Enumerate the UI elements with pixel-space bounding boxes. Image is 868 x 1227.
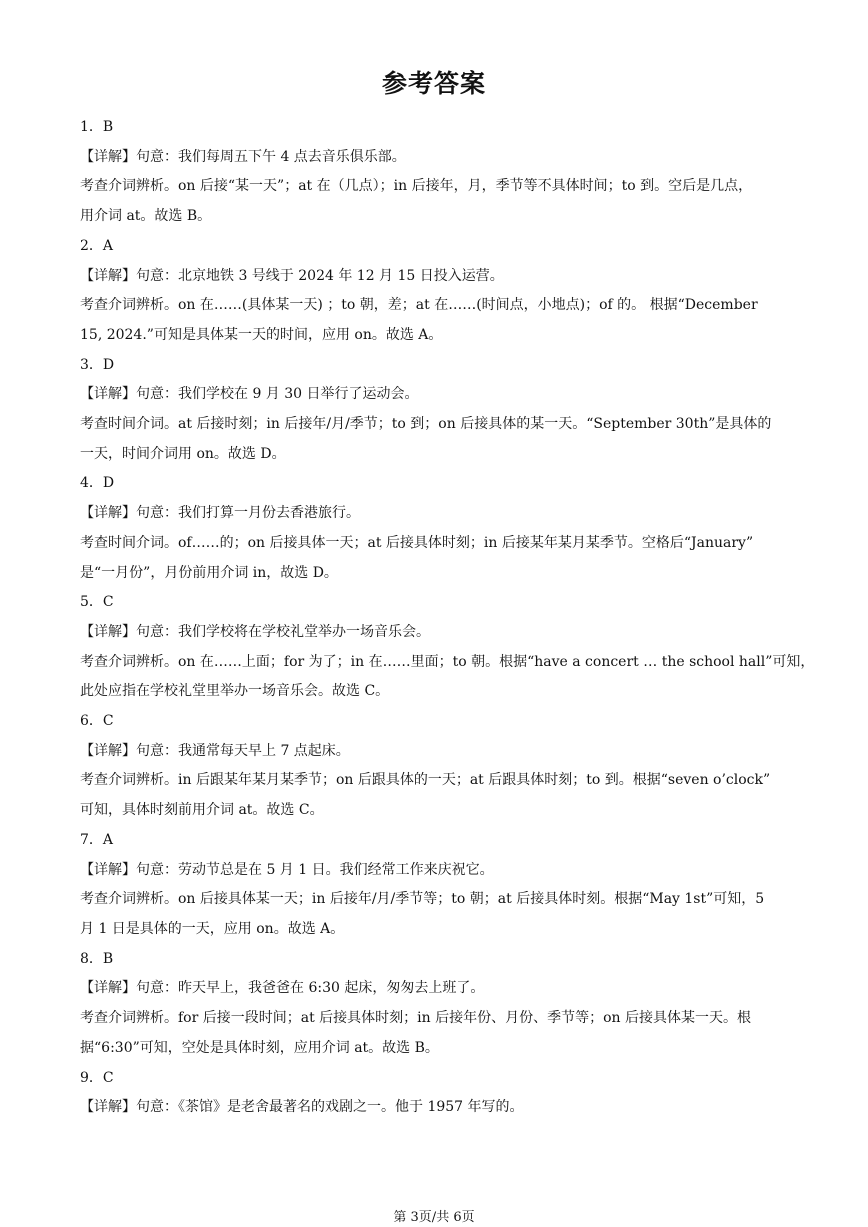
answer-number: 6．C <box>80 713 114 730</box>
answer-number: 3．D <box>80 356 115 373</box>
answer-number: 9．C <box>80 1069 114 1086</box>
explanation-analysis: 15, 2024.”可知是具体某一天的时间，应用 on。故选 A。 <box>80 326 443 343</box>
explanation-meaning: 【详解】句意：我们打算一月份去香港旅行。 <box>80 505 360 522</box>
explanation-analysis: 考查介词辨析。on 在……(具体某一天) ；to 朝，差；at 在……(时间点，小地点)；of 的。 根据“December <box>80 297 758 314</box>
explanation-meaning: 【详解】句意：我们学校将在学校礼堂举办一场音乐会。 <box>80 623 430 640</box>
answer-number: 5．C <box>80 594 114 611</box>
answer-number: 1．B <box>80 119 114 135</box>
explanation-meaning: 【详解】句意：《茶馆》是老舍最著名的戏剧之一。他于 1957 年写的。 <box>80 1099 524 1116</box>
explanation-meaning: 【详解】句意：北京地铁 3 号线于 2024 年 12 月 15 日投入运营。 <box>80 267 504 284</box>
answer-list <box>80 113 815 1123</box>
explanation-meaning: 【详解】句意：我们学校在 9 月 30 日举行了运动会。 <box>80 386 419 403</box>
explanation-analysis: 考查介词辨析。in 后跟某年某月某季节；on 后跟具体的一天；at 后跟具体时刻；to 到。根据“seven o’clock” <box>80 772 771 789</box>
explanation-analysis: 是“一月份”，月份前用介词 in，故选 D。 <box>80 564 338 581</box>
explanation-analysis: 考查介词辨析。on 在……上面；for 为了；in 在……里面；to 朝。根据“have a concert … the school hall”可知， <box>80 653 815 670</box>
explanation-analysis: 考查时间介词。of……的；on 后接具体一天；at 后接具体时刻；in 后接某年某月某季节。空格后“January” <box>80 534 754 551</box>
explanation-analysis: 此处应指在学校礼堂里举办一场音乐会。故选 C。 <box>80 683 390 700</box>
explanation-meaning: 【详解】句意：劳动节总是在 5 月 1 日。我们经常工作来庆祝它。 <box>80 861 494 878</box>
explanation-meaning: 【详解】句意：我通常每天早上 7 点起床。 <box>80 742 350 759</box>
explanation-analysis: 月 1 日是具体的一天，应用 on。故选 A。 <box>80 920 345 937</box>
explanation-analysis: 一天，时间介词用 on。故选 D。 <box>80 445 286 462</box>
explanation-meaning: 【详解】句意：我们每周五下午 4 点去音乐俱乐部。 <box>80 148 406 165</box>
explanation-analysis: 可知，具体时刻前用介词 at。故选 C。 <box>80 802 324 819</box>
explanation-analysis: 用介词 at。故选 B。 <box>80 208 212 225</box>
explanation-analysis: 考查介词辨析。on 后接“某一天”；at 在（几点）；in 后接年，月，季节等不具体时间；to 到。空后是几点， <box>80 178 753 195</box>
page-title: 参考答案 <box>381 69 486 98</box>
page-footer: 第 3页/共 6页 <box>393 1210 475 1225</box>
answer-number: 8．B <box>80 950 114 967</box>
explanation-analysis: 据“6:30”可知，空处是具体时刻，应用介词 at。故选 B。 <box>80 1039 439 1056</box>
explanation-analysis: 考查介词辨析。for 后接一段时间；at 后接具体时刻；in 后接年份、月份、季节等；on 后接具体某一天。根 <box>80 1010 752 1027</box>
answer-number: 4．D <box>80 475 115 492</box>
answer-number: 2．A <box>80 237 114 254</box>
explanation-meaning: 【详解】句意：昨天早上，我爸爸在 6:30 起床，匆匆去上班了。 <box>80 980 485 997</box>
answer-number: 7．A <box>80 831 114 848</box>
explanation-analysis: 考查介词辨析。on 后接具体某一天；in 后接年/月/季节等；to 朝；at 后接具体时刻。根据“May 1st”可知，5 <box>80 891 765 908</box>
explanation-analysis: 考查时间介词。at 后接时刻；in 后接年/月/季节；to 到；on 后接具体的某一天。“September 30th”是具体的 <box>80 416 772 433</box>
